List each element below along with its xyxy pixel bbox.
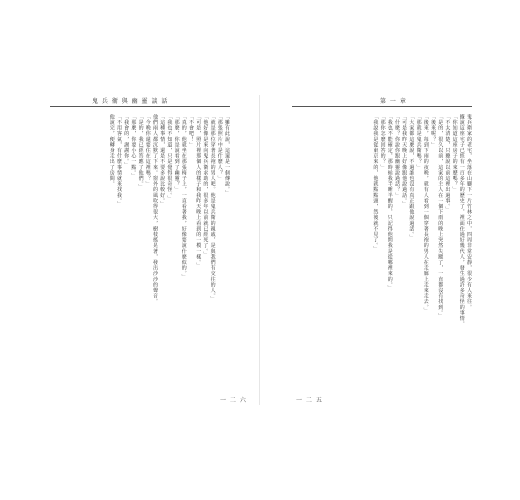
right-header-rule bbox=[292, 106, 472, 107]
right-page bbox=[260, 0, 520, 500]
left-page-number: 一 二 六 bbox=[220, 397, 247, 404]
left-header-rule bbox=[50, 106, 230, 107]
right-running-head: 第 一 章 bbox=[380, 98, 407, 105]
left-running-head: 鬼 兵 衛 與 幽 靈 談 話 bbox=[92, 98, 169, 105]
left-body-text: 「雖有此說，這還是一個傳說。」 「那張照片中是什麼人？」 「就是那位穿著長袍的男人吧。他是鬼兵衛的親戚，是與我們有交往的人。」 「他好像是來向鬼兵衛求助的，很多年以前就已經死了。」 「可是，照片裡那個人的樣子和我昨天晚上看到的一模一樣。」 「不會吧！」 「真的，他就坐在那張椅子上，一直看著我，好像要說什麼似的。」 「那麼，你是說看到了幽靈？」 「我也不知道，只是覺得很奇怪。」 「這種事情，還是不要多說比較好。」 他們兩人都沉默了下來。窗外的風吹得很大，樹枝搖晃著，發出沙沙的聲音。 「今晚你還要住在這裡嗎？」 「是的，我已經答應了他們。」 「那麼，你要小心一點。」 「我會的，謝謝你。」 「不用客氣，有什麼事情就來找我。」 他說完，便轉身走出了房間。 bbox=[108, 114, 230, 305]
right-page-number: 一 二 五 bbox=[296, 397, 323, 404]
right-body-text: 鬼兵衛家的老宅，坐落在山腳下一片竹林之中，四周非常安靜，很少有人來往。 據說這座宅子已經有一百多年的歷史了，裡面住過好幾代人，發生過許多奇怪的事情。 「你知道這座房子的來歷嗎？」 「不太清楚，只聽說以前這裡出過事。」 「是的，很久以前，這家的主人在一個下雨的晚上突然失蹤了，一直都沒有找到。」 「後來呢？」 「後來，每到下雨的夜晚，就有人看到一個穿著長袍的男人在走廊上走來走去。」 「那就是鬼兵衛嗎？」 「大家都這麼說，不過誰也沒有真正跟他說過話。」 「可是我昨天晚上好像跟他說過話。」 「什麼？你說你跟幽靈說過話？」 「我也不能確定，那時候我半睡半醒的，只記得他問我是從哪裡來的。」 「那你怎麼回答的？」 「我說我是從東京來的，他就點點頭，然後就不見了。」 bbox=[372, 114, 472, 327]
